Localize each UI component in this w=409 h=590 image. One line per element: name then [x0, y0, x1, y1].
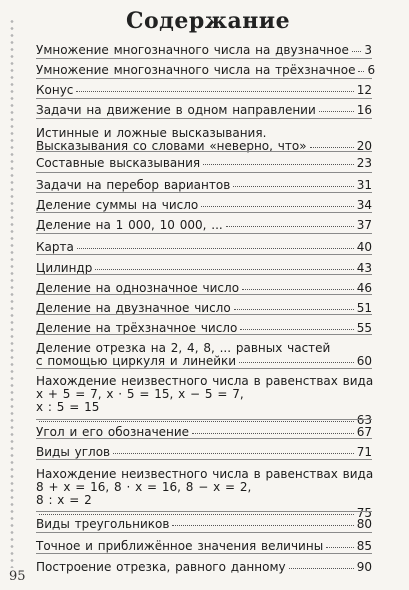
dot-leader	[192, 433, 354, 434]
toc-entry-page: 23	[356, 156, 372, 170]
toc-entry-title: Задачи на движение в одном направлении	[36, 103, 316, 117]
toc-entry-title-line: Деление отрезка на 2, 4, 8, ... равных частей	[36, 341, 331, 355]
toc-entry[interactable]	[36, 104, 372, 117]
toc-entry-title: с помощью циркуля и линейки	[36, 354, 237, 368]
toc-entry-title-line: 8 + x = 16, 8 · x = 16, 8 − x = 2,	[36, 480, 252, 494]
toc-entry-last-line	[36, 44, 372, 57]
separator-rule	[36, 233, 372, 234]
toc-entry-page: 51	[356, 301, 372, 315]
toc-entry-page: 37	[356, 218, 372, 232]
toc-entry-last-line	[36, 540, 372, 553]
dot-leader	[242, 289, 354, 290]
toc-entry-title: Конус	[36, 83, 74, 97]
toc-entry[interactable]	[36, 199, 372, 212]
toc-entry-last-line	[36, 561, 372, 574]
dot-leader	[203, 164, 354, 165]
toc-entry-page: 63	[356, 413, 372, 427]
toc-entry-page: 40	[356, 240, 372, 254]
toc-entry-last-line	[36, 355, 372, 368]
dot-leader	[113, 453, 354, 454]
separator-rule	[36, 368, 372, 369]
toc-entry-title: Умножение многозначного числа на трёхзначное	[36, 63, 356, 77]
toc-entry-page: 6	[367, 63, 376, 77]
toc-entry-page: 60	[356, 354, 372, 368]
dot-leader	[201, 206, 353, 207]
dot-leader	[310, 147, 354, 148]
toc-entry-title: Виды углов	[36, 445, 111, 459]
separator-rule	[36, 78, 372, 79]
separator-rule	[36, 151, 372, 152]
dot-leader	[352, 51, 362, 52]
toc-entry-last-line	[36, 199, 372, 212]
separator-rule	[36, 98, 372, 99]
toc-entry-last-line	[36, 446, 372, 459]
toc-entry-title-line: Нахождение неизвестного числа в равенствах вида	[36, 467, 374, 481]
toc-entry[interactable]	[36, 342, 372, 368]
dot-leader	[39, 421, 354, 422]
toc-entry-title-line: x + 5 = 7, x · 5 = 15, x − 5 = 7,	[36, 387, 244, 401]
page-number: 95	[9, 569, 26, 584]
separator-rule	[36, 212, 372, 213]
toc-entry-last-line	[36, 63, 376, 77]
toc-entry[interactable]	[36, 446, 372, 459]
separator-rule	[36, 294, 372, 295]
toc-entry-page: 75	[356, 506, 372, 520]
toc-entry[interactable]	[36, 219, 372, 232]
separator-rule	[36, 532, 372, 533]
separator-rule	[36, 58, 372, 59]
toc-entry[interactable]	[36, 63, 376, 77]
toc-entry[interactable]	[36, 241, 372, 254]
dot-leader	[289, 568, 354, 569]
toc-entry-last-line	[36, 219, 372, 232]
toc-entry-page: 55	[356, 321, 372, 335]
toc-entry-title: Деление на однозначное число	[36, 281, 240, 295]
dot-leader	[172, 525, 353, 526]
separator-rule	[36, 314, 372, 315]
dot-leader	[239, 362, 354, 363]
toc-entry-title: Деление на трёхзначное число	[36, 321, 238, 335]
toc-entry[interactable]	[36, 468, 372, 520]
dot-leader	[240, 329, 353, 330]
toc-entry-page: 34	[356, 198, 372, 212]
dot-leader	[226, 226, 354, 227]
dot-leader	[39, 514, 354, 515]
separator-rule	[36, 419, 372, 420]
page-title: Содержание	[126, 8, 291, 34]
toc-entry-page: 90	[356, 560, 372, 574]
toc-entry-title: Построение отрезка, равного данному	[36, 560, 286, 574]
toc-entry[interactable]	[36, 127, 372, 153]
toc-entry-title: Высказывания со словами «неверно, что»	[36, 139, 307, 153]
dot-leader	[234, 309, 354, 310]
toc-entry-title: Деление на двузначное число	[36, 301, 231, 315]
separator-rule	[36, 254, 372, 255]
separator-rule	[36, 172, 372, 173]
separator-rule	[36, 511, 372, 512]
dot-leader	[76, 91, 353, 92]
dot-leader	[77, 248, 354, 249]
toc-entry-page: 71	[356, 445, 372, 459]
toc-entry-last-line	[36, 241, 372, 254]
toc-entry-page: 46	[356, 281, 372, 295]
toc-entry-title: Деление суммы на число	[36, 198, 199, 212]
toc-entry[interactable]	[36, 179, 372, 192]
toc-entry-page: 67	[356, 425, 372, 439]
toc-entry-page: 20	[356, 139, 372, 153]
separator-rule	[36, 334, 372, 335]
toc-entry-title-line: Нахождение неизвестного числа в равенствах вида	[36, 374, 374, 388]
toc-entry[interactable]	[36, 157, 372, 170]
toc-entry-title: Точное и приближённое значения величины	[36, 539, 324, 553]
separator-rule	[36, 192, 372, 193]
dot-leader	[95, 269, 353, 270]
dot-leader	[326, 547, 354, 548]
toc-entry-title: Задачи на перебор вариантов	[36, 178, 231, 192]
separator-rule	[36, 274, 372, 275]
toc-entry-page: 85	[356, 539, 372, 553]
dot-leader	[233, 186, 353, 187]
toc-entry-title: Составные высказывания	[36, 156, 201, 170]
toc-entry-title: Цилиндр	[36, 261, 93, 275]
separator-rule	[36, 118, 372, 119]
toc-entry-last-line	[36, 84, 372, 97]
toc-entry-title-line: Истинные и ложные высказывания.	[36, 126, 267, 140]
toc-entry-title: Умножение многозначного числа на двузначное	[36, 43, 349, 57]
toc-entry[interactable]	[36, 518, 372, 531]
toc-entry-title: Виды треугольников	[36, 517, 170, 531]
toc-entry-page: 43	[356, 261, 372, 275]
toc-entry[interactable]	[36, 561, 372, 574]
toc-entry[interactable]	[36, 84, 372, 97]
toc-entry-last-line	[36, 518, 372, 531]
toc-entry-page: 80	[356, 517, 372, 531]
toc-entry-title-line: x : 5 = 15	[36, 400, 100, 414]
dot-leader	[358, 71, 364, 72]
toc-entry-page: 31	[356, 178, 372, 192]
toc-entry[interactable]	[36, 540, 372, 553]
toc-entry-title: Карта	[36, 240, 74, 254]
separator-rule	[36, 438, 372, 439]
toc-entry-title-line: 8 : x = 2	[36, 493, 92, 507]
dot-leader	[319, 111, 354, 112]
toc-entry-page: 3	[364, 43, 372, 57]
toc-entry-last-line	[36, 179, 372, 192]
separator-rule	[36, 553, 372, 554]
toc-entry-last-line	[36, 104, 372, 117]
toc-entry[interactable]	[36, 44, 372, 57]
separator-rule	[36, 459, 372, 460]
toc-entry-page: 16	[356, 103, 372, 117]
toc-entry-page: 12	[356, 83, 372, 97]
toc-entry-title: Угол и его обозначение	[36, 425, 190, 439]
toc-entry-title: Деление на 1 000, 10 000, ...	[36, 218, 223, 232]
toc-entry-last-line	[36, 157, 372, 170]
